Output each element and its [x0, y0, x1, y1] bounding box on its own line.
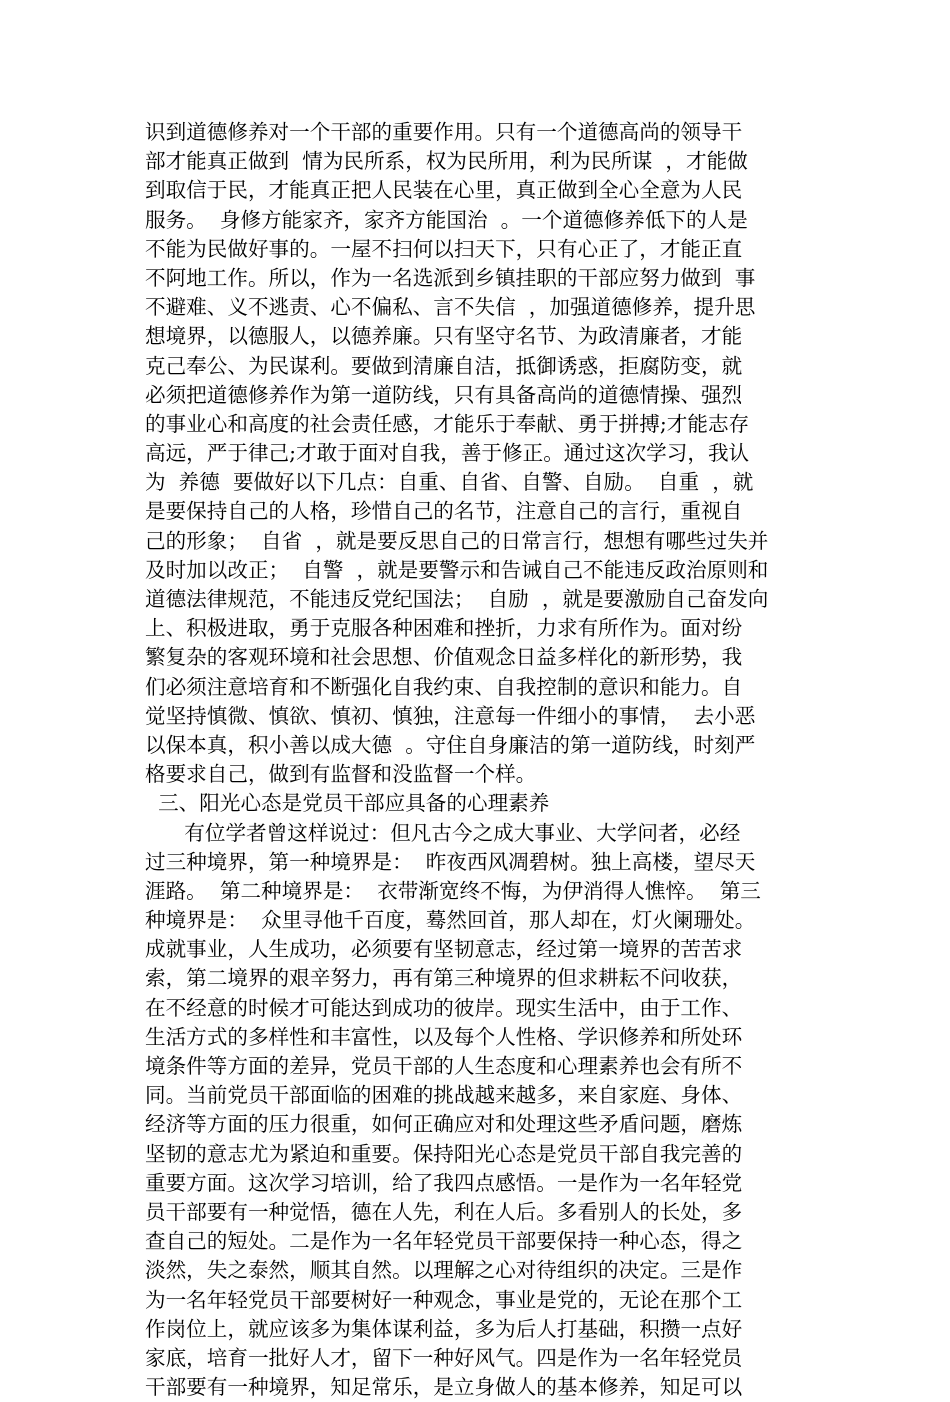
- text-line: 种境界是： 众里寻他千百度，蓦然回首，那人却在，灯火阑珊处。: [145, 908, 756, 933]
- text-line: 高远，严于律己;才敢于面对自我，善于修正。通过这次学习，我认: [145, 441, 750, 466]
- text-line: 员干部要有一种觉悟，德在人先，利在人后。多看别人的长处，多: [145, 1199, 743, 1224]
- text-line: 道德法律规范，不能违反党纪国法； 自励 ，就是要激励自己奋发向: [145, 587, 769, 611]
- text-line: 们必须注意培育和不断强化自我约束、自我控制的意识和能力。自: [145, 674, 743, 699]
- text-line: 索，第二境界的艰辛努力，再有第三种境界的但求耕耘不问收获，: [145, 966, 743, 991]
- text-line: 的事业心和高度的社会责任感，才能乐于奉献、勇于拼搏;才能志存: [145, 411, 750, 436]
- text-line: 生活方式的多样性和丰富性，以及每个人性格、学识修养和所处环: [145, 1024, 743, 1049]
- text-line: 成就事业，人生成功，必须要有坚韧意志，经过第一境界的苦苦求: [145, 937, 743, 962]
- text-line: 不阿地工作。所以，作为一名选派到乡镇挂职的干部应努力做到 事: [145, 265, 756, 290]
- text-line: 查自己的短处。二是作为一名年轻党员干部要保持一种心态，得之: [145, 1229, 743, 1254]
- text-line: 部才能真正做到 情为民所系，权为民所用，利为民所谋 ，才能做: [145, 149, 748, 174]
- text-line: 己的形象； 自省 ，就是要反思自己的日常言行，想想有哪些过失并: [145, 528, 769, 553]
- text-line: 重要方面。这次学习培训，给了我四点感悟。一是作为一名年轻党: [145, 1170, 743, 1195]
- text-line: 涯路。 第二种境界是： 衣带渐宽终不悔，为伊消得人憔悴。 第三: [145, 878, 761, 903]
- text-line: 上、积极进取，勇于克服各种困难和挫折，力求有所作为。面对纷: [145, 616, 743, 641]
- text-line: 作岗位上，就应该多为集体谋利益，多为后人打基础，积攒一点好: [145, 1316, 743, 1341]
- text-line: 坚韧的意志尤为紧迫和重要。保持阳光心态是党员干部自我完善的: [145, 1141, 743, 1166]
- text-line: 繁复杂的客观环境和社会思想、价值观念日益多样化的新形势，我: [145, 645, 743, 670]
- text-line: 识到道德修养对一个干部的重要作用。只有一个道德高尚的领导干: [145, 120, 743, 144]
- text-line: 境条件等方面的差异，党员干部的人生态度和心理素养也会有所不: [145, 1054, 743, 1078]
- text-line: 克己奉公、为民谋利。要做到清廉自洁，抵御诱惑，拒腐防变，就: [145, 353, 743, 378]
- text-line: 想境界，以德服人，以德养廉。只有坚守名节、为政清廉者，才能: [145, 324, 743, 349]
- text-line: 为 养德 要做好以下几点：自重、自省、自警、自励。 自重 ，就: [145, 470, 754, 495]
- text-line: 是要保持自己的人格，珍惜自己的名节，注意自己的言行，重视自: [145, 499, 743, 524]
- text-line: 经济等方面的压力很重，如何正确应对和处理这些矛盾问题，磨炼: [145, 1112, 743, 1137]
- text-line: 在不经意的时候才可能达到成功的彼岸。现实生活中，由于工作、: [145, 995, 743, 1020]
- text-line: 以保本真，积小善以成大德 。守住自身廉洁的第一道防线，时刻严: [145, 732, 756, 757]
- text-line: 必须把道德修养作为第一道防线，只有具备高尚的道德情操、强烈: [145, 382, 743, 407]
- text-line: 服务。 身修方能家齐，家齐方能国治 。一个道德修养低下的人是: [145, 207, 748, 232]
- text-line: 及时加以改正； 自警 ，就是要警示和告诫自己不能违反政治原则和: [145, 557, 769, 582]
- text-line: 不能为民做好事的。一屋不扫何以扫天下，只有心正了，才能正直: [145, 236, 743, 261]
- text-line: 不避难、义不逃责、心不偏私、言不失信 ，加强道德修养，提升思: [145, 295, 756, 320]
- text-line: 三、阳光心态是党员干部应具备的心理素养: [145, 791, 550, 816]
- text-line: 同。当前党员干部面临的困难的挑战越来越多，来自家庭、身体、: [145, 1083, 743, 1108]
- text-line: 为一名年轻党员干部要树好一种观念，事业是党的，无论在那个工: [145, 1287, 743, 1312]
- text-line: 觉坚持慎微、慎欲、慎初、慎独，注意每一件细小的事情， 去小恶: [145, 703, 756, 728]
- text-line: 过三种境界，第一种境界是： 昨夜西风凋碧树。独上高楼，望尽天: [145, 849, 756, 874]
- document-body: [145, 118, 815, 1402]
- text-line: 家底，培育一批好人才，留下一种好风气。四是作为一名年轻党员: [145, 1345, 743, 1370]
- text-line: 干部要有一种境界，知足常乐，是立身做人的基本修养，知足可以: [145, 1375, 743, 1400]
- text-line: 淡然，失之泰然，顺其自然。以理解之心对待组织的决定。三是作: [145, 1258, 743, 1283]
- text-line: 格要求自己，做到有监督和没监督一个样。: [145, 762, 537, 787]
- text-line: 到取信于民，才能真正把人民装在心里，真正做到全心全意为人民: [145, 178, 743, 203]
- text-line: 有位学者曾这样说过：但凡古今之成大事业、大学问者，必经: [145, 820, 741, 845]
